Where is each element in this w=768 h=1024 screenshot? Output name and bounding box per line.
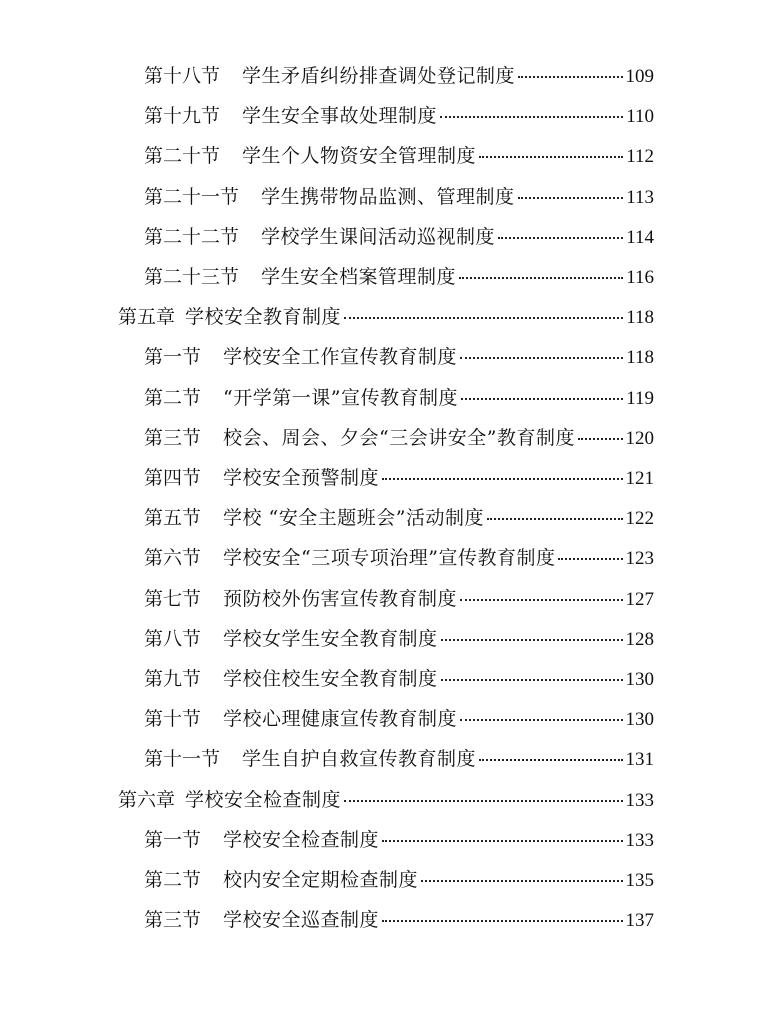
dot-leader <box>459 277 623 279</box>
entry-title: 学校心理健康宣传教育制度 <box>223 708 458 731</box>
dot-leader <box>344 800 622 802</box>
entry-title: 学校安全“三项专项治理”宣传教育制度 <box>223 547 556 570</box>
dot-leader <box>498 237 623 239</box>
entry-label: 第十一节 <box>144 748 221 771</box>
dot-leader <box>382 920 622 922</box>
toc-chapter-entry <box>118 786 654 814</box>
toc-section-entry <box>144 665 654 693</box>
page-number: 128 <box>625 628 654 650</box>
entry-title: 学校安全巡查制度 <box>223 909 380 932</box>
toc-section-entry <box>144 745 654 773</box>
entry-label: 第十九节 <box>144 105 221 128</box>
toc-section-entry <box>144 504 654 532</box>
entry-label: 第三节 <box>144 426 202 449</box>
dot-leader <box>558 558 622 560</box>
page-number: 137 <box>625 910 654 932</box>
entry-label: 第六章 <box>118 788 176 811</box>
dot-leader <box>382 478 622 480</box>
page-number: 113 <box>626 186 654 208</box>
entry-title: 学校安全教育制度 <box>185 306 342 329</box>
entry-label: 第二节 <box>144 386 202 409</box>
dot-leader <box>421 880 622 882</box>
toc-chapter-entry <box>118 303 654 331</box>
toc-section-entry <box>144 343 654 371</box>
entry-label: 第九节 <box>144 668 202 690</box>
page-number: 133 <box>625 789 654 811</box>
entry-title: 学校学生课间活动巡视制度 <box>261 225 496 248</box>
toc-section-entry <box>144 625 654 653</box>
page-number: 109 <box>625 66 654 87</box>
page-number: 121 <box>625 468 654 489</box>
toc-section-entry <box>144 223 654 251</box>
page-number: 119 <box>626 387 654 409</box>
entry-label: 第十节 <box>144 708 202 731</box>
dot-leader <box>518 197 624 199</box>
entry-label: 第二节 <box>144 869 202 891</box>
dot-leader <box>460 719 622 721</box>
page-number: 133 <box>625 829 654 851</box>
entry-label: 第八节 <box>144 627 202 650</box>
page-number: 114 <box>626 226 654 248</box>
entry-title: 学校安全检查制度 <box>185 788 342 811</box>
dot-leader <box>518 76 622 78</box>
toc-section-entry <box>144 585 654 613</box>
dot-leader <box>487 518 623 520</box>
dot-leader <box>479 156 623 158</box>
entry-label: 第三节 <box>144 909 202 932</box>
page-number: 112 <box>626 146 654 168</box>
dot-leader <box>344 317 623 319</box>
entry-title: 学生自护自救宣传教育制度 <box>242 748 477 771</box>
dot-leader <box>460 599 622 601</box>
dot-leader <box>440 116 623 118</box>
toc-section-entry <box>144 102 654 130</box>
entry-label: 第二十节 <box>144 145 221 168</box>
dot-leader <box>479 759 622 761</box>
dot-leader <box>441 679 623 681</box>
dot-leader <box>460 357 623 359</box>
entry-title: 学校女学生安全教育制度 <box>223 627 438 650</box>
page-number: 122 <box>625 508 654 530</box>
entry-label: 第十八节 <box>144 65 221 87</box>
dot-leader <box>382 840 622 842</box>
entry-label: 第六节 <box>144 547 202 570</box>
page-number: 127 <box>625 588 654 610</box>
toc-section-entry <box>144 183 654 211</box>
toc-section-entry <box>144 826 654 854</box>
page-number: 123 <box>625 548 654 570</box>
entry-title: “开学第一课”宣传教育制度 <box>223 386 458 409</box>
entry-title: 学生矛盾纠纷排查调处登记制度 <box>242 65 516 87</box>
toc-section-entry <box>144 906 654 934</box>
page-number: 131 <box>625 749 654 771</box>
entry-title: 学校安全预警制度 <box>223 467 380 489</box>
entry-label: 第七节 <box>144 587 202 610</box>
entry-title: 学生安全档案管理制度 <box>261 266 457 288</box>
entry-label: 第二十二节 <box>144 225 240 248</box>
page-number: 110 <box>626 106 654 128</box>
dot-leader <box>578 438 623 440</box>
entry-label: 第二十三节 <box>144 266 240 288</box>
page-number: 116 <box>626 267 654 288</box>
toc-section-entry <box>144 424 654 452</box>
entry-title: 预防校外伤害宣传教育制度 <box>223 587 458 610</box>
page-number: 118 <box>626 307 654 329</box>
entry-label: 第一节 <box>144 828 202 851</box>
page-number: 135 <box>625 870 654 891</box>
dot-leader <box>441 639 623 641</box>
entry-title: 学校安全工作宣传教育制度 <box>223 346 458 369</box>
dot-leader <box>461 398 623 400</box>
page-number: 130 <box>625 669 654 690</box>
toc-section-entry <box>144 866 654 894</box>
toc-section-entry <box>144 464 654 492</box>
entry-title: 校会、周会、夕会“三会讲安全”教育制度 <box>223 426 575 449</box>
entry-title: 学生安全事故处理制度 <box>242 105 438 128</box>
entry-label: 第五节 <box>144 507 202 530</box>
entry-label: 第四节 <box>144 467 202 489</box>
entry-title: 学校住校生安全教育制度 <box>223 668 438 690</box>
toc-section-entry <box>144 705 654 733</box>
entry-title: 校内安全定期检查制度 <box>223 869 419 891</box>
entry-title: 学生携带物品监测、管理制度 <box>261 185 515 208</box>
toc-section-entry <box>144 62 654 90</box>
entry-label: 第二十一节 <box>144 185 240 208</box>
entry-label: 第一节 <box>144 346 202 369</box>
page-number: 130 <box>625 709 654 731</box>
toc-section-entry <box>144 142 654 170</box>
toc-section-entry <box>144 544 654 572</box>
entry-title: 学校安全检查制度 <box>223 828 380 851</box>
entry-title: 学校 “安全主题班会”活动制度 <box>223 507 484 530</box>
entry-label: 第五章 <box>118 306 176 329</box>
page-number: 118 <box>626 347 654 369</box>
entry-title: 学生个人物资安全管理制度 <box>242 145 477 168</box>
toc-section-entry <box>144 263 654 291</box>
toc-section-entry <box>144 384 654 412</box>
page-number: 120 <box>625 427 654 449</box>
